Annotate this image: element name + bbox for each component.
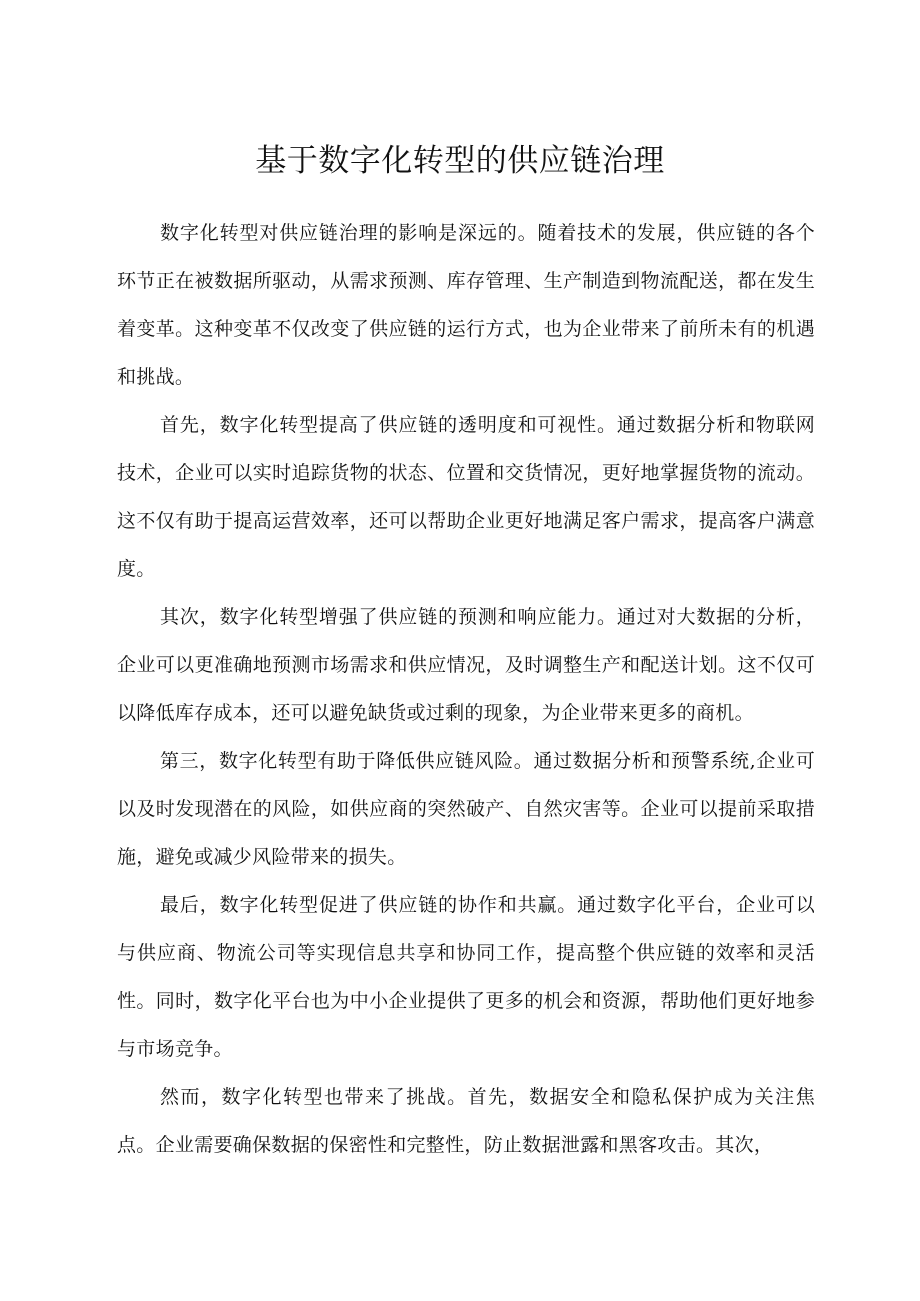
document-body	[117, 209, 815, 1169]
paragraph-first: 首先，数字化转型提高了供应链的透明度和可视性。通过数据分析和物联网技术，企业可以实时追踪货物的状态、位置和交货情况，更好地掌握货物的流动。这不仅有助于提高运营效率，还可以帮助企业更好地满足客户需求，提高客户满意度。	[117, 414, 815, 580]
paragraph-intro: 数字化转型对供应链治理的影响是深远的。随着技术的发展，供应链的各个环节正在被数据所驱动，从需求预测、库存管理、生产制造到物流配送，都在发生着变革。这种变革不仅改变了供应链的运行方式，也为企业带来了前所未有的机遇和挑战。	[117, 222, 815, 388]
paragraph-second: 其次，数字化转型增强了供应链的预测和响应能力。通过对大数据的分析，企业可以更准确地预测市场需求和供应情况，及时调整生产和配送计划。这不仅可以降低库存成本，还可以避免缺货或过剩的现象，为企业带来更多的商机。	[117, 606, 815, 724]
paragraph-third: 第三，数字化转型有助于降低供应链风险。通过数据分析和预警系统,企业可以及时发现潜在的风险，如供应商的突然破产、自然灾害等。企业可以提前采取措施，避免或减少风险带来的损失。	[117, 750, 815, 868]
document-title: 基于数字化转型的供应链治理	[255, 142, 665, 179]
paragraph-however: 然而，数字化转型也带来了挑战。首先，数据安全和隐私保护成为关注焦点。企业需要确保数据的保密性和完整性，防止数据泄露和黑客攻击。其次，	[117, 1086, 815, 1156]
paragraph-finally: 最后，数字化转型促进了供应链的协作和共赢。通过数字化平台，企业可以与供应商、物流公司等实现信息共享和协同工作，提高整个供应链的效率和灵活性。同时，数字化平台也为中小企业提供了更多的机会和资源，帮助他们更好地参与市场竞争。	[117, 894, 815, 1060]
